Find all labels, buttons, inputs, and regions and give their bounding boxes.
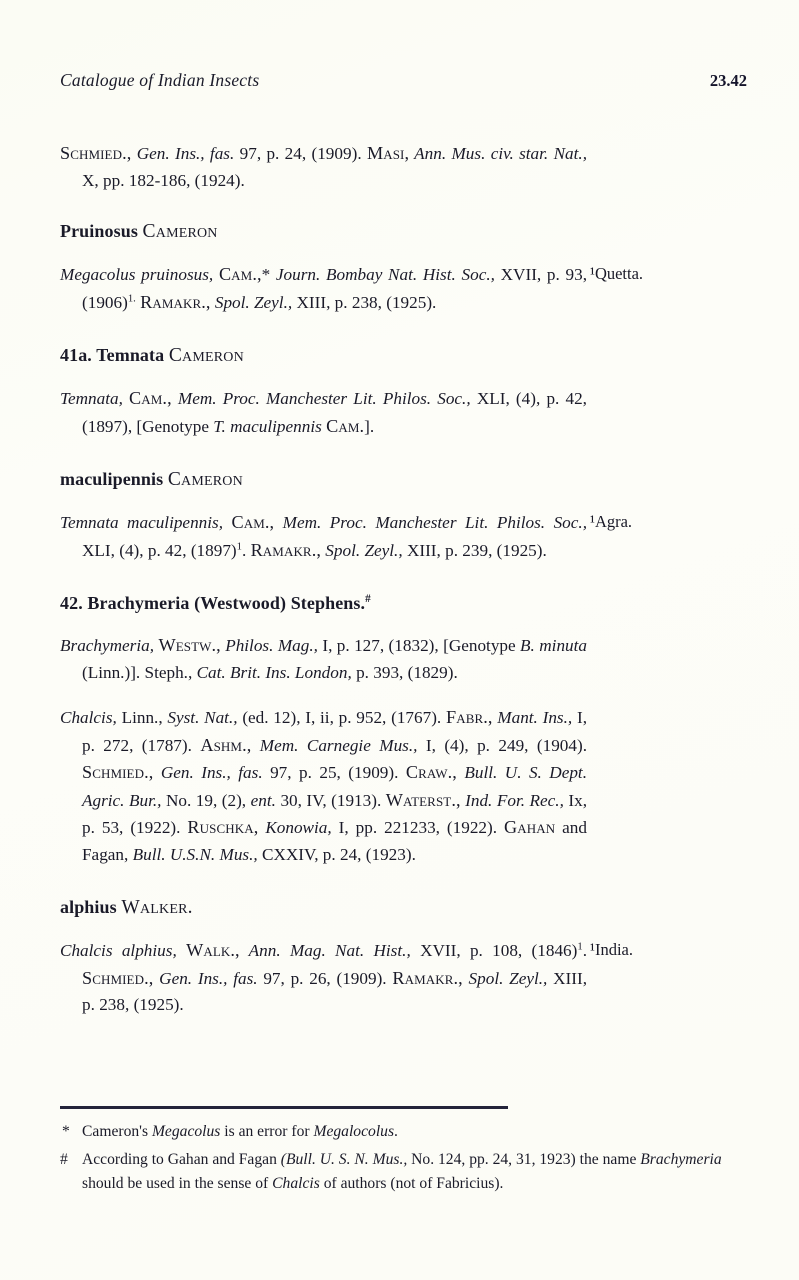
species-name: Chalcis alphius, [60, 941, 187, 960]
marginal-ref-marker: 1 [236, 540, 242, 552]
footnote-taxon: Megalocolus [313, 1123, 395, 1140]
genus-name: Chalcis, [60, 708, 122, 727]
citation-detail: X, pp. 182-186, (1924). [82, 170, 245, 190]
citation-detail: 30, IV, (1913). [280, 790, 386, 810]
citation-detail: 97, p. 24, (1909). [239, 144, 367, 163]
work-title: Gen. Ins., fas. [153, 763, 271, 782]
citation-detail: XIII, p. 239, (1925). [406, 540, 547, 560]
running-head [60, 70, 747, 91]
genotype-name: B. minuta [520, 636, 587, 655]
footnote-star [60, 1120, 760, 1144]
marginal-note-locality: ¹Agra. [590, 512, 633, 531]
heading-maculipennis [60, 466, 740, 493]
citation-detail: XVII, p. 93, (1906) [82, 265, 587, 312]
footnote-separator-rule [60, 1106, 508, 1109]
footnotes-area [60, 1120, 760, 1200]
taxon-name: Brachymeria [87, 593, 190, 613]
footnote-hash [60, 1148, 760, 1196]
taxon-author: Cameron [168, 345, 244, 366]
author-ramakr: Ramakr., [392, 967, 463, 988]
citation-text [60, 509, 587, 564]
taxon-name: alphius [60, 897, 117, 917]
author-craw: Craw., [405, 762, 457, 782]
work-title: Ind. For. Rec., [460, 790, 569, 810]
footnote-text: should be used in the sense of [82, 1175, 273, 1192]
taxon-authority: (Westwood) Stephens. [189, 593, 366, 613]
citation-detail: I, (4), p. 249, (1904). [425, 735, 587, 755]
marginal-note-locality: ¹India. [590, 940, 633, 959]
footnote-text: According to Gahan and Fagan [82, 1151, 281, 1168]
footnote-taxon: Chalcis [272, 1175, 324, 1192]
taxon-author: Cameron [167, 469, 243, 490]
citation-text [60, 261, 587, 316]
work-title: Syst. Nat., [167, 708, 243, 727]
work-title: Konowia, [258, 818, 339, 837]
citation-detail: p. 393, (1829). [356, 662, 458, 682]
citation-detail: (ed. 12), I, ii, p. 952, (1767). [242, 708, 446, 727]
author-schmied: Schmied., [60, 143, 132, 163]
citation-text [60, 704, 587, 868]
citation-detail: (Linn.)]. Steph., [82, 662, 197, 682]
citation-detail: XVII, p. 108, (1846) [420, 941, 578, 960]
taxon-author: Walker. [121, 897, 193, 918]
taxon-number: 41a. [60, 345, 92, 365]
footnote-text: . [394, 1123, 398, 1140]
footnote-ref-star: * [261, 265, 276, 284]
citation-detail: . [582, 941, 587, 960]
footnote-text: of authors (not of Fabricius). [323, 1175, 504, 1192]
citation-detail: Ix, p. 53, (1922). [82, 790, 588, 837]
author-linn: Linn., [121, 708, 168, 727]
author-cameron: Cam., [218, 264, 262, 284]
citation-text [60, 937, 587, 1019]
citation-detail: XIII, p. 238, (1925). [82, 968, 587, 1014]
author-gahan: Gahan [504, 817, 556, 837]
genotype-name: T. maculipennis [213, 416, 327, 436]
author-fabr: Fabr., [445, 707, 493, 727]
taxon-name: Temnata [96, 345, 165, 365]
citation-detail: 97, p. 25, (1909). [270, 763, 406, 782]
author-cameron: Cam., [231, 512, 275, 532]
footnote-marker-star: * [62, 1123, 70, 1140]
footnote-taxon: Megacolus [151, 1123, 225, 1140]
entry-temnata [60, 385, 740, 440]
author-cameron: Cam., [129, 388, 172, 408]
citation-detail: XLI, (4), p. 42, (1897), [Genotype [82, 389, 587, 436]
work-title: Ann. Mus. civ. star. Nat., [409, 144, 587, 163]
work-title: Bull. U.S.N. Mus., [132, 844, 262, 864]
species-name: Megacolus pruinosus, [60, 265, 219, 284]
footnote-text: Cameron's [82, 1123, 152, 1140]
author-cameron: Cam. [326, 415, 365, 436]
footnote-work-title: (Bull. U. S. N. Mus., [280, 1151, 412, 1168]
journal-title: Mem. Proc. Manchester Lit. Philos. Soc., [274, 513, 587, 532]
journal-title: Spol. Zeyl., [321, 540, 407, 560]
heading-temnata [60, 342, 740, 369]
citation-detail: . [241, 540, 251, 560]
genus-name: Brachymeria, [60, 636, 159, 655]
author-masi: Masi, [366, 143, 410, 163]
work-title: Gen. Ins., fas. [153, 968, 264, 988]
author-ramakr: Ramakr., [250, 539, 321, 560]
taxon-name: maculipennis [60, 469, 164, 489]
taxon-number: 42. [60, 593, 83, 613]
entry-maculipennis [60, 509, 740, 564]
journal-title: Spol. Zeyl., [210, 292, 297, 312]
author-schmied: Schmied., [82, 967, 154, 988]
entry-brachymeria [60, 632, 740, 686]
heading-pruinosus [60, 218, 740, 245]
work-title: Gen. Ins., fas. [131, 144, 240, 163]
citation-detail: No. 19, (2), [165, 790, 251, 810]
running-head-title: Catalogue of Indian Insects [60, 70, 260, 90]
entry-chalcis [60, 704, 740, 868]
footnote-text: is an error for [224, 1123, 314, 1140]
journal-title: Philos. Mag., [220, 636, 323, 655]
citation-detail: XIII, p. 238, (1925). [296, 292, 437, 312]
marginal-ref-marker: 1 [577, 941, 583, 953]
footnote-taxon: Brachymeria [640, 1151, 722, 1168]
citation-text [60, 385, 587, 440]
journal-title: Journ. Bombay Nat. Hist. Soc., [275, 265, 501, 284]
footnote-marker-hash: # [60, 1151, 68, 1168]
author-ashm: Ashm., [200, 734, 252, 755]
work-title: Mant. Ins., [492, 708, 577, 727]
citation-detail: ]. [364, 416, 375, 436]
citation-detail: I, pp. 221233, (1922). [338, 818, 505, 837]
citation-detail: and Fagan, [82, 818, 587, 864]
citation-text [60, 140, 587, 194]
footnote-text: No. 124, pp. 24, 31, 1923) the name [411, 1151, 641, 1168]
taxon-author: Cameron [142, 221, 218, 242]
marginal-ref-marker: 1. [127, 292, 136, 304]
entry-schmied-continuation [60, 140, 740, 194]
footnote-ref-hash: # [365, 593, 371, 605]
author-westw: Westw., [158, 635, 221, 655]
journal-title: Spol. Zeyl., [462, 968, 554, 988]
author-ramakr: Ramakr., [140, 291, 211, 312]
work-title: Bull. U. S. Dept. Agric. Bur., [82, 763, 588, 810]
citation-detail: ent. [250, 790, 281, 810]
author-walk: Walk., [186, 940, 240, 960]
work-title: Mem. Carnegie Mus., [251, 735, 426, 755]
citation-detail: I, p. 127, (1832), [Genotype [322, 636, 521, 655]
page-folio-number: 23.42 [709, 71, 747, 90]
entry-alphius [60, 937, 740, 1019]
citation-detail: XLI, (4), p. 42, (1897) [82, 540, 237, 560]
journal-title: Mem. Proc. Manchester Lit. Philos. Soc., [171, 389, 477, 408]
species-name: Temnata maculipennis, [60, 513, 232, 532]
text-column [60, 140, 740, 1031]
citation-detail: CXXIV, p. 24, (1923). [262, 844, 416, 864]
work-title: Cat. Brit. Ins. London, [196, 662, 357, 682]
author-schmied: Schmied., [82, 762, 154, 782]
citation-detail: 97, p. 26, (1909). [263, 968, 393, 988]
heading-brachymeria [60, 590, 740, 616]
author-ruschka: Ruschka, [187, 817, 259, 837]
heading-alphius [60, 894, 740, 921]
author-waterst: Waterst., [385, 789, 461, 810]
genus-name: Temnata, [60, 389, 130, 408]
citation-detail: I, p. 272, (1787). [82, 708, 587, 755]
journal-title: Ann. Mag. Nat. Hist., [239, 941, 421, 960]
citation-text [60, 632, 587, 686]
taxon-name: Pruinosus [60, 221, 138, 241]
entry-pruinosus [60, 261, 740, 316]
marginal-note-locality: ¹Quetta. [590, 264, 644, 283]
